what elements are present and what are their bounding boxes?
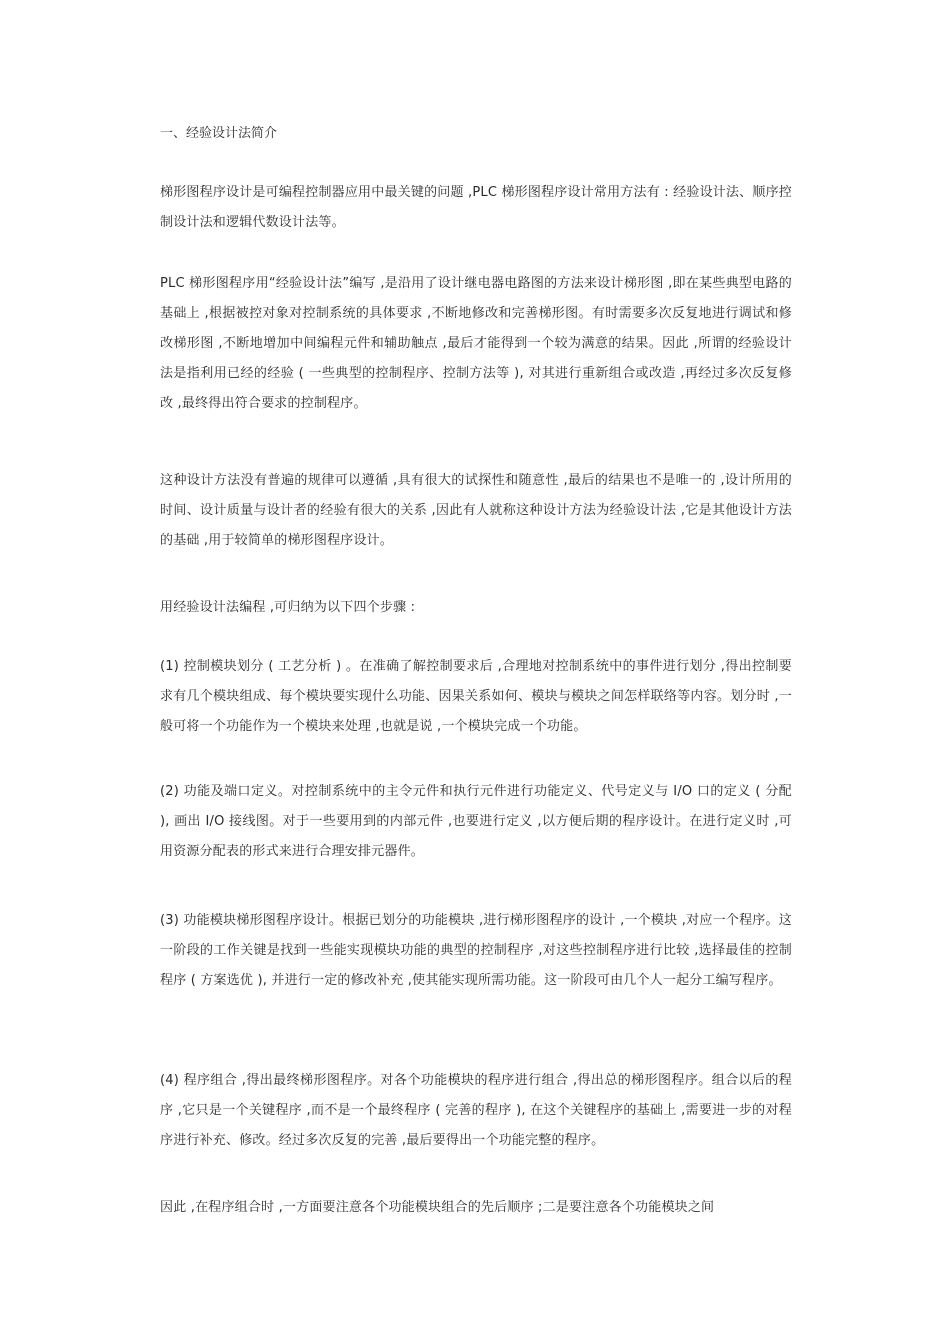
paragraph-step-2: (2) 功能及端口定义。对控制系统中的主令元件和执行元件进行功能定义、代号定义与 I/O 口的定义 ( 分配 ), 画出 I/O 接线图。对于一些要用到的内部元件 ,也要进行定义 ,以方便后期的程序设计。在进行定义时 ,可用资源分配表的形式来进行合理安排元器件。 [160,784,792,859]
paragraph-four-steps: 用经验设计法编程 ,可归纳为以下四个步骤 : [160,600,416,615]
paragraph-no-rules: 这种设计方法没有普遍的规律可以遵循 ,具有很大的试探性和随意性 ,最后的结果也不是唯一的 ,设计所用的时间、设计质量与设计者的经验有很大的关系 ,因此有人就称这种设计方法为经验设计法 ,它是其他设计方法的基础 ,用于较简单的梯形图程序设计。 [160,473,792,548]
paragraph-step-1: (1) 控制模块划分 ( 工艺分析 ) 。在准确了解控制要求后 ,合理地对控制系统中的事件进行划分 ,得出控制要求有几个模块组成、每个模块要实现什么功能、因果关系如何、模块与模块之间怎样联络等内容。划分时 ,一般可将一个功能作为一个模块来处理 ,也就是说 ,一个模块完成一个功能。 [160,659,792,734]
paragraph-experience-method: PLC 梯形图程序用“经验设计法”编写 ,是沿用了设计继电器电路图的方法来设计梯形图 ,即在某些典型电路的基础上 ,根据被控对象对控制系统的具体要求 ,不断地修改和完善梯形图。有时需要多次反复地进行调试和修改梯形图 ,不断地增加中间编程元件和辅助触点 ,最后才能得到一个较为满意的结果。因此 ,所谓的经验设计法是指利用已经的经验 ( 一些典型的控制程序、控制方法等 ), 对其进行重新组合或改造 ,再经过多次反复修改 ,最终得出符合要求的控制程序。 [160,276,792,411]
paragraph-step-4: (4) 程序组合 ,得出最终梯形图程序。对各个功能模块的程序进行组合 ,得出总的梯形图程序。组合以后的程序 ,它只是一个关键程序 ,而不是一个最终程序 ( 完善的程序 ), 在这个关键程序的基础上 ,需要进一步的对程序进行补充、修改。经过多次反复的完善 ,最后要得出一个功能完整的程序。 [160,1073,792,1148]
paragraph-step-3: (3) 功能模块梯形图程序设计。根据已划分的功能模块 ,进行梯形图程序的设计 ,一个模块 ,对应一个程序。这一阶段的工作关键是找到一些能实现模块功能的典型的控制程序 ,对这些控制程序进行比较 ,选择最佳的控制程序 ( 方案选优 ), 并进行一定的修改补充 ,使其能实现所需功能。这一阶段可由几个人一起分工编写程序。 [160,913,792,988]
section-heading: 一、经验设计法简介 [160,126,278,141]
paragraph-intro: 梯形图程序设计是可编程控制器应用中最关键的问题 ,PLC 梯形图程序设计常用方法有 : 经验设计法、顺序控制设计法和逻辑代数设计法等。 [160,185,792,230]
paragraph-conclusion: 因此 ,在程序组合时 ,一方面要注意各个功能模块组合的先后顺序 ;二是要注意各个功能模块之间 [160,1200,715,1215]
